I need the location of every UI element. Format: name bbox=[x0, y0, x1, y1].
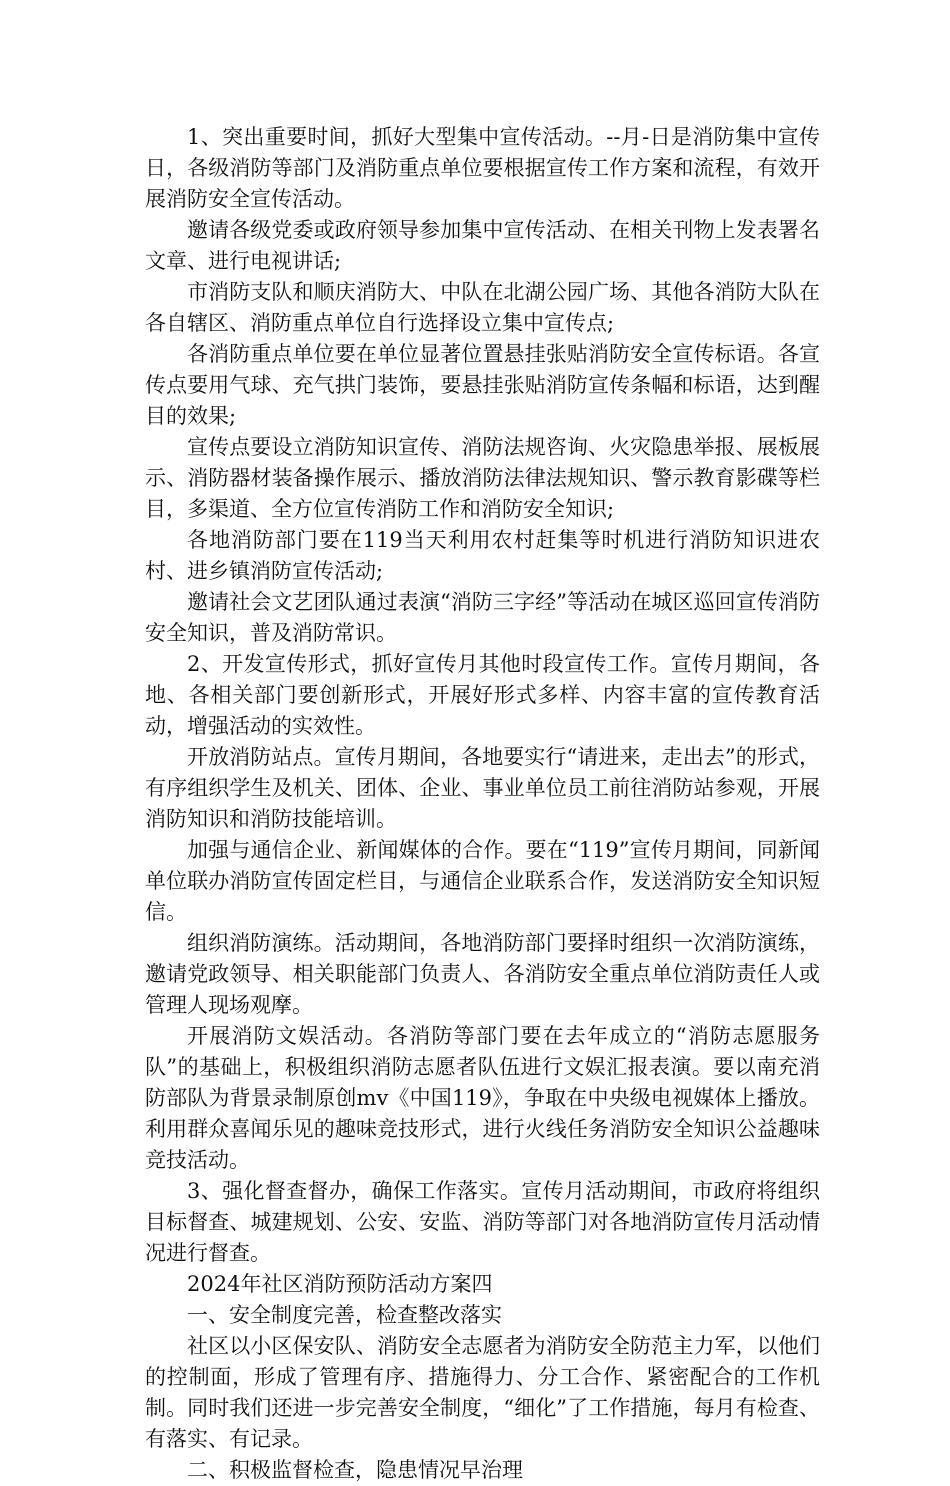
paragraph: 加强与通信企业、新闻媒体的合作。要在“119”宣传月期间，同新闻单位联办消防宣传固定栏目，与通信企业联系合作，发送消防安全知识短信。 bbox=[145, 838, 820, 924]
section-title: 2024年社区消防预防活动方案四 bbox=[187, 1272, 493, 1296]
paragraph: 社区以小区保安队、消防安全志愿者为消防安全防范主力军，以他们的控制面，形成了管理有序、措施得力、分工合作、紧密配合的工作机制。同时我们还进一步完善安全制度，“细化”了工作措施，每月有检查、有落实、有记录。 bbox=[145, 1334, 820, 1451]
paragraph: 宣传点要设立消防知识宣传、消防法规咨询、火灾隐患举报、展板展示、消防器材装备操作展示、播放消防法律法规知识、警示教育影碟等栏目，多渠道、全方位宣传消防工作和消防安全知识; bbox=[145, 435, 820, 521]
paragraph: 开放消防站点。宣传月期间，各地要实行“请进来，走出去”的形式，有序组织学生及机关、团体、企业、事业单位员工前往消防站参观，开展消防知识和消防技能培训。 bbox=[145, 745, 820, 831]
section-heading: 一、安全制度完善，检查整改落实 bbox=[187, 1303, 502, 1327]
paragraph: 1、突出重要时间，抓好大型集中宣传活动。--月-日是消防集中宣传日，各级消防等部门及消防重点单位要根据宣传工作方案和流程，有效开展消防安全宣传活动。 bbox=[145, 125, 820, 211]
paragraph: 各消防重点单位要在单位显著位置悬挂张贴消防安全宣传标语。各宣传点要用气球、充气拱门装饰，要悬挂张贴消防宣传条幅和标语，达到醒目的效果; bbox=[145, 342, 820, 428]
paragraph: 邀请各级党委或政府领导参加集中宣传活动、在相关刊物上发表署名文章、进行电视讲话; bbox=[145, 218, 820, 273]
paragraph: 组织消防演练。活动期间，各地消防部门要择时组织一次消防演练，邀请党政领导、相关职能部门负责人、各消防安全重点单位消防责任人或管理人现场观摩。 bbox=[145, 931, 820, 1017]
section-heading: 二、积极监督检查，隐患情况早治理 bbox=[187, 1458, 523, 1482]
paragraph: 各地消防部门要在119当天利用农村赶集等时机进行消防知识进农村、进乡镇消防宣传活动; bbox=[145, 528, 820, 583]
paragraph: 2、开发宣传形式，抓好宣传月其他时段宣传工作。宣传月期间，各地、各相关部门要创新形式，开展好形式多样、内容丰富的宣传教育活动，增强活动的实效性。 bbox=[145, 652, 820, 738]
paragraph: 3、强化督查督办，确保工作落实。宣传月活动期间，市政府将组织目标督查、城建规划、公安、安监、消防等部门对各地消防宣传月活动情况进行督查。 bbox=[145, 1179, 820, 1265]
paragraph: 邀请社会文艺团队通过表演“消防三字经”等活动在城区巡回宣传消防安全知识，普及消防常识。 bbox=[145, 590, 820, 645]
document-body bbox=[145, 122, 820, 1486]
paragraph: 市消防支队和顺庆消防大、中队在北湖公园广场、其他各消防大队在各自辖区、消防重点单位自行选择设立集中宣传点; bbox=[145, 280, 820, 335]
paragraph: 开展消防文娱活动。各消防等部门要在去年成立的“消防志愿服务队”的基础上，积极组织消防志愿者队伍进行文娱汇报表演。要以南充消防部队为背景录制原创mv《中国119》，争取在中央级电视媒体上播放。利用群众喜闻乐见的趣味竞技形式，进行火线任务消防安全知识公益趣味竞技活动。 bbox=[145, 1024, 820, 1172]
